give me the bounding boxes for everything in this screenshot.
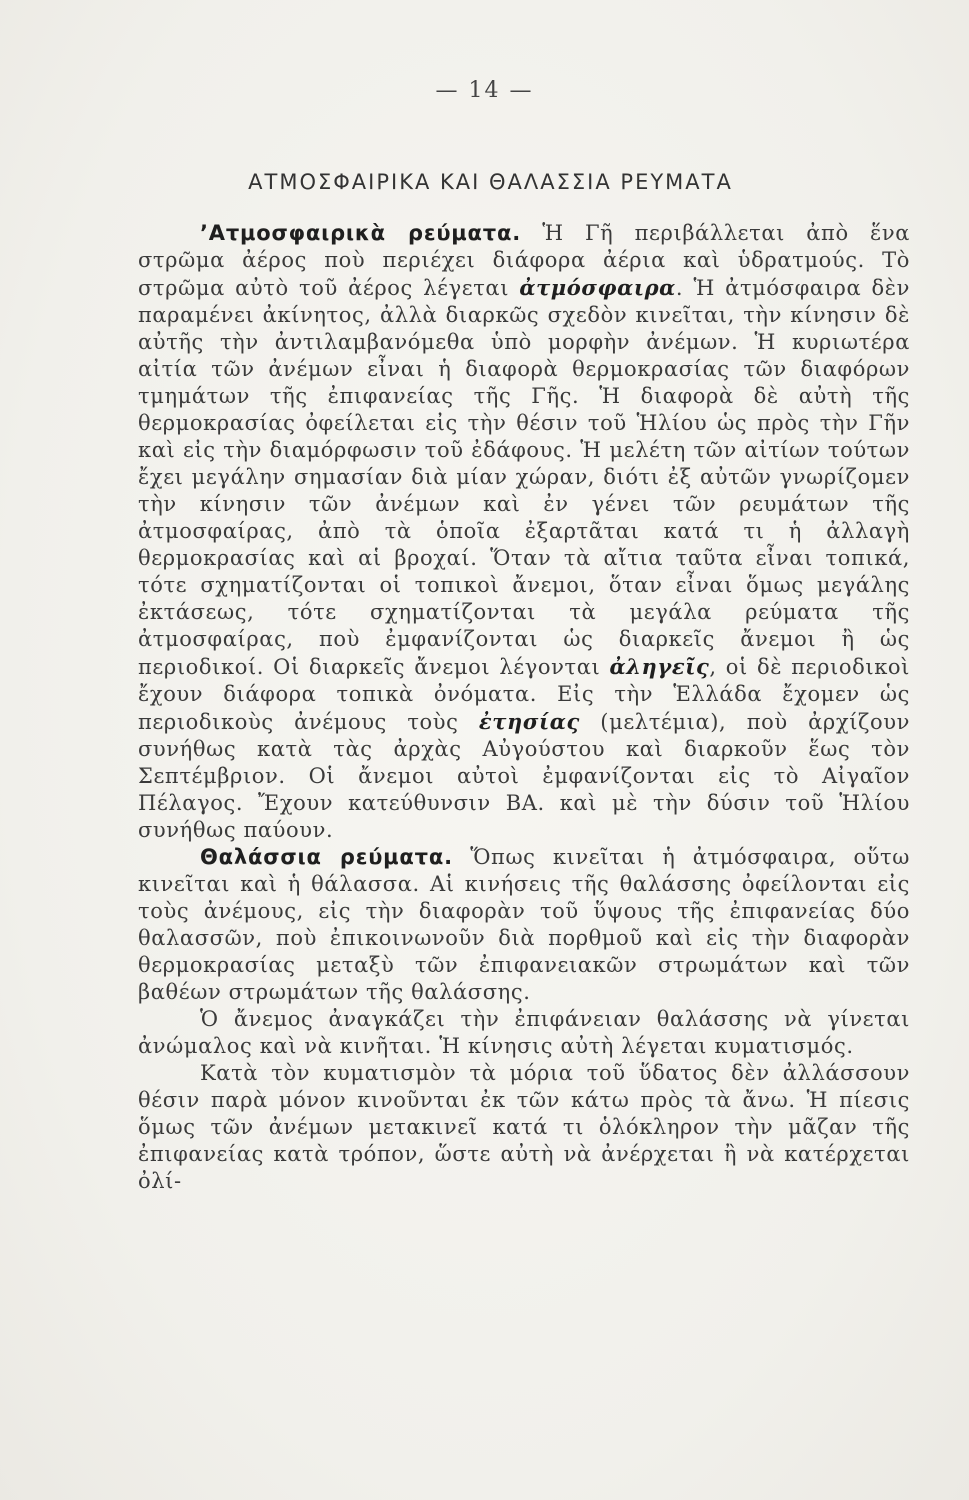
term-trade-winds: ἀληγεῖς [609,654,710,679]
page-number: — 14 — [435,78,534,103]
paragraph-text: Ὁ ἄνεμος ἀναγκάζει τὴν ἐπιφάνειαν θαλάσσης νὰ γίνεται ἀνώμαλος καὶ νὰ κινῆται. Ἡ κίνησις αὐτὴ λέγεται κυματισμός. [138,1007,910,1058]
paragraph-text: , οἱ δὲ περιοδικοὶ ἔχουν διάφορα τοπικὰ ὀνόματα. Εἰς τὴν Ἑλλάδα ἔχομεν ὡς περιοδικοὺς ἀνέμους τοὺς [138,655,910,734]
chapter-title: ΑΤΜΟΣΦΑΙΡΙΚΑ ΚΑΙ ΘΑΛΑΣΣΙΑ ΡΕΥΜΑΤΑ [248,170,733,194]
paragraph-sea-currents [138,844,910,1006]
paragraph-text: Ἡ Γῆ περιβάλλεται ἀπὸ ἕνα στρῶμα ἀέρος ποὺ περιέχει διάφορα ἀέρια καὶ ὑδρατμούς. Τὸ στρῶμα αὐτὸ τοῦ ἀέρος λέγεται [138,221,910,300]
paragraph-text: (μελτέμια), ποὺ ἀρχίζουν συνήθως κατὰ τὰς ἀρχὰς Αὐγούστου καὶ διαρκοῦν ἕως τὸν Σεπτέμβριον. Οἱ ἄνεμοι αὐτοὶ ἐμφανίζονται εἰς τὸ Αἰγαῖον Πέλαγος. Ἔχουν κατεύθυνσιν ΒΑ. καὶ μὲ τὴν δύσιν τοῦ Ἡλίου συνήθως παύουν. [138,710,910,842]
paragraph-waves [138,1006,910,1060]
paragraph-text: Ὅπως κινεῖται ἡ ἀτμόσφαιρα, οὕτω κινεῖται καὶ ἡ θάλασσα. Αἱ κινήσεις τῆς θαλάσσης ὀφείλονται εἰς τοὺς ἀνέμους, εἰς τὴν διαφορὰν τοῦ ὕψους τῆς ἐπιφανείας δύο θαλασσῶν, ποὺ ἐπικοινωνοῦν διὰ πορθμοῦ καὶ εἰς τὴν διαφορὰν θερμοκρασίας μεταξὺ τῶν ἐπιφανειακῶν στρωμάτων καὶ τῶν βαθέων στρωμάτων τῆς θαλάσσης. [138,845,910,1004]
paragraph-wave-motion [138,1060,910,1195]
paragraph-text: Κατὰ τὸν κυματισμὸν τὰ μόρια τοῦ ὕδατος δὲν ἀλλάσσουν θέσιν παρὰ μόνον κινοῦνται ἐκ τῶν κάτω πρὸς τὰ ἄνω. Ἡ πίεσις ὅμως τῶν ἀνέμων μετακινεῖ κατά τι ὁλόκληρον τὴν μᾶζαν τῆς ἐπιφανείας κατὰ τρόπον, ὥστε αὐτὴ νὰ ἀνέρχεται ἢ νὰ κατέρχεται ὀλί- [138,1061,910,1193]
term-atmosphere: ἀτμόσφαιρα [519,275,676,300]
body-text [138,220,910,1195]
paragraph-text: . Ἡ ἀτμόσφαιρα δὲν παραμένει ἀκίνητος, ἀλλὰ διαρκῶς σχεδὸν κινεῖται, τὴν κίνησιν δὲ αὐτῆς τὴν ἀντιλαμβανόμεθα ὑπὸ μορφὴν ἀνέμων. Ἡ κυριωτέρα αἰτία τῶν ἀνέμων εἶναι ἡ διαφορὰ θερμοκρασίας τῶν διαφόρων τμημάτων τῆς ἐπιφανείας τῆς Γῆς. Ἡ διαφορὰ δὲ αὐτὴ τῆς θερμοκρασίας ὀφείλεται εἰς τὴν θέσιν τοῦ Ἡλίου ὡς πρὸς τὴν Γῆν καὶ εἰς τὴν διαμόρφωσιν τοῦ ἐδάφους. Ἡ μελέτη τῶν αἰτίων τούτων ἔχει μεγάλην σημασίαν διὰ μίαν χώραν, διότι ἐξ αὐτῶν γνωρίζομεν τὴν κίνησιν τῶν ἀνέμων καὶ ἐν γένει τῶν ρευμάτων τῆς ἀτμοσφαίρας, ἀπὸ τὰ ὁποῖα ἐξαρτᾶται κατά τι ἡ ἀλλαγὴ θερμοκρασίας καὶ αἱ βροχαί. Ὅταν τὰ αἴτια ταῦτα εἶναι τοπικά, τότε σχηματίζονται οἱ τοπικοὶ ἄνεμοι, ὅταν εἶναι ὅμως μεγάλης ἐκτάσεως, τότε σχηματίζονται τὰ μεγάλα ρεύματα τῆς ἀτμοσφαίρας, ποὺ ἐμφανίζονται ὡς διαρκεῖς ἄνεμοι ἢ ὡς περιοδικοί. Οἱ διαρκεῖς ἄνεμοι λέγονται [138,276,910,679]
term-etesian: ἐτησίας [478,709,580,734]
paragraph-atmospheric-currents [138,220,910,844]
section-heading-atmospheric: ’Ατμοσφαιρικὰ ρεύματα. [200,221,521,245]
section-heading-sea: Θαλάσσια ρεύματα. [200,845,453,869]
